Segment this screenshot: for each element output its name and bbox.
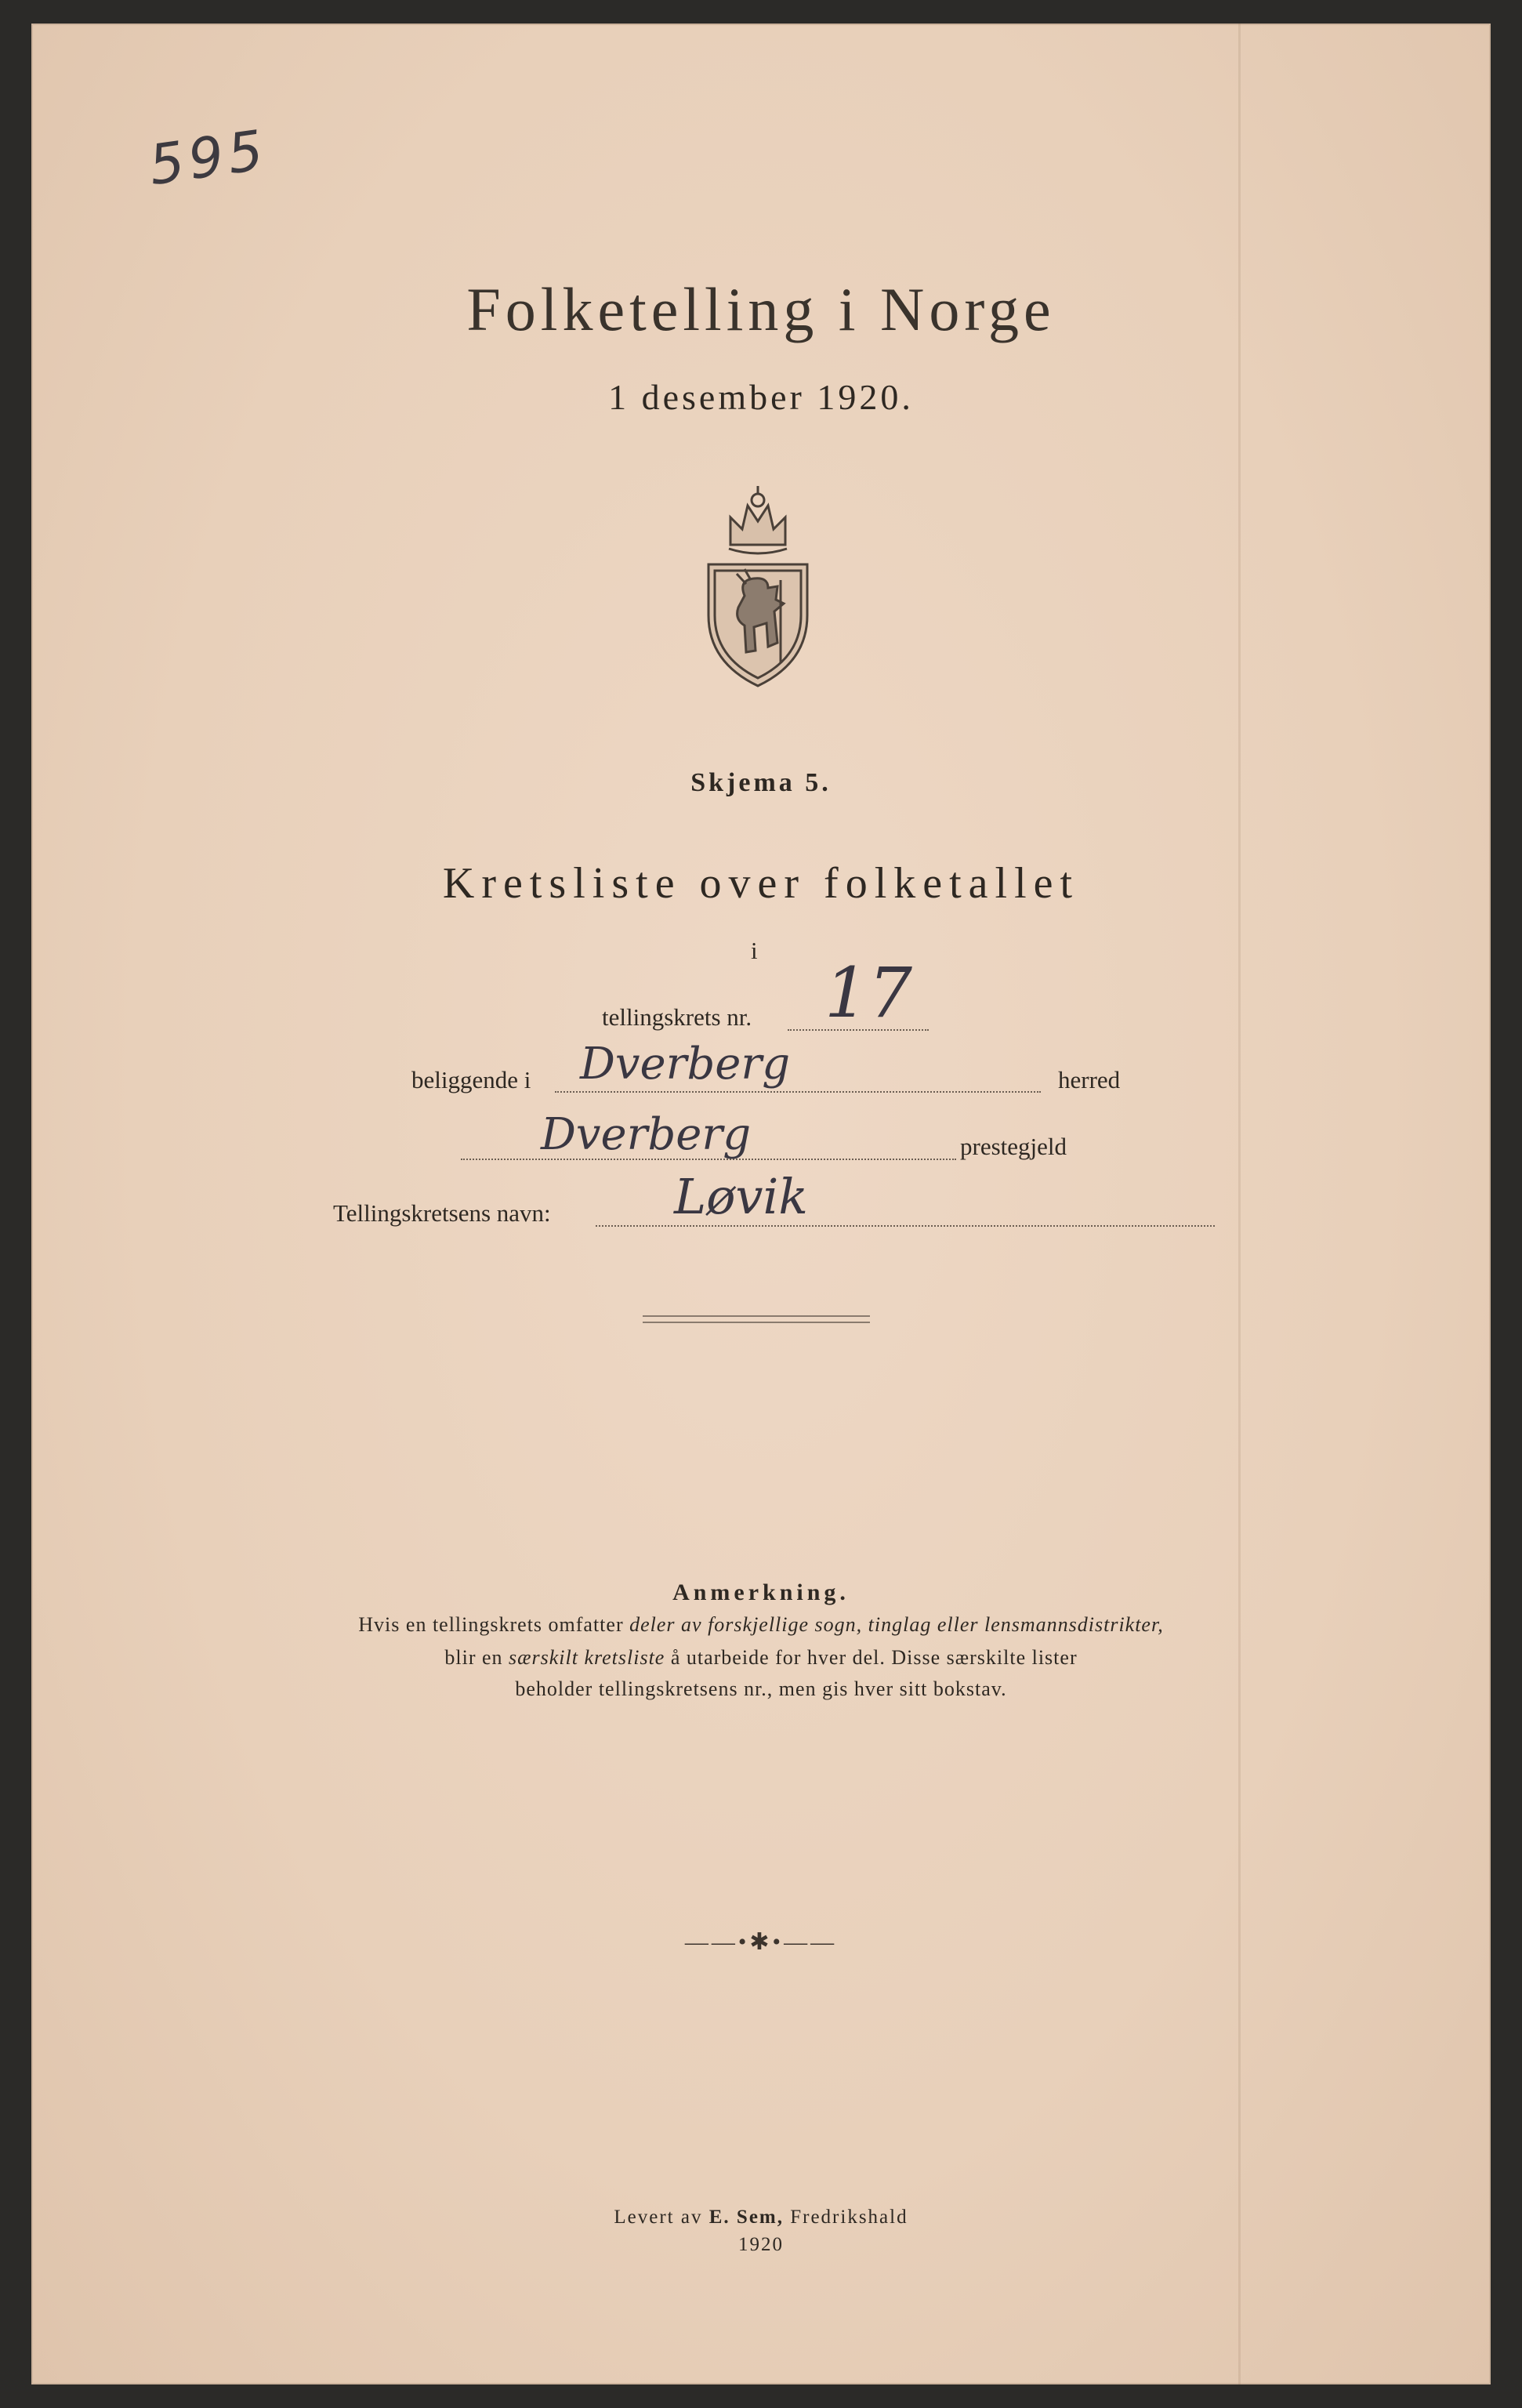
navn-line [596, 1225, 1215, 1227]
page-title: Folketelling i Norge [466, 275, 1056, 343]
note-line-2-emphasis: særskilt kretsliste [509, 1646, 665, 1669]
printer-name: E. Sem, [708, 2207, 784, 2228]
tellingskrets-value: 17 [824, 952, 912, 1033]
printer-credit [31, 2207, 1491, 2228]
printer-place: Fredrikshald [790, 2207, 908, 2228]
note-line-2-text-a: blir en [444, 1646, 503, 1669]
note-line-2 [31, 1646, 1491, 1670]
census-form-page [31, 24, 1491, 2384]
connector-i: i [751, 937, 758, 964]
prestegjeld-label: prestegjeld [960, 1133, 1067, 1160]
form-title: Kretsliste over folketallet [442, 859, 1080, 908]
printer-year: 1920 [738, 2234, 784, 2255]
schema-number: Skjema 5. [690, 768, 832, 797]
printer-prefix: Levert av [614, 2207, 703, 2228]
prestegjeld-value: Dverberg [541, 1109, 752, 1160]
census-date: 1 desember 1920. [608, 377, 914, 417]
ornament: ——•✱•—— [684, 1929, 838, 1955]
beliggende-line [555, 1091, 1041, 1093]
note-line-1-emphasis: deler av forskjellige sogn, tinglag eller lensmannsdistrikter, [629, 1613, 1164, 1636]
tellingskrets-label: tellingskrets nr. [602, 1003, 752, 1031]
norwegian-lion-coat-of-arms-icon [699, 486, 817, 690]
beliggende-value: Dverberg [580, 1039, 791, 1090]
navn-label: Tellingskretsens navn: [333, 1199, 551, 1227]
note-line-2-text-c: å utarbeide for hver del. Disse særskilte lister [670, 1646, 1078, 1669]
note-heading: Anmerkning. [672, 1579, 850, 1605]
note-line-1 [31, 1613, 1491, 1637]
herred-label: herred [1058, 1066, 1121, 1093]
divider-rule [643, 1315, 870, 1323]
note-line-1-text: Hvis en tellingskrets omfatter [358, 1613, 624, 1636]
beliggende-label: beliggende i [411, 1066, 531, 1093]
archive-number: 595 [145, 117, 272, 198]
navn-value: Løvik [674, 1168, 808, 1225]
note-line-3: beholder tellingskretsens nr., men gis hver sitt bokstav. [515, 1677, 1007, 1700]
